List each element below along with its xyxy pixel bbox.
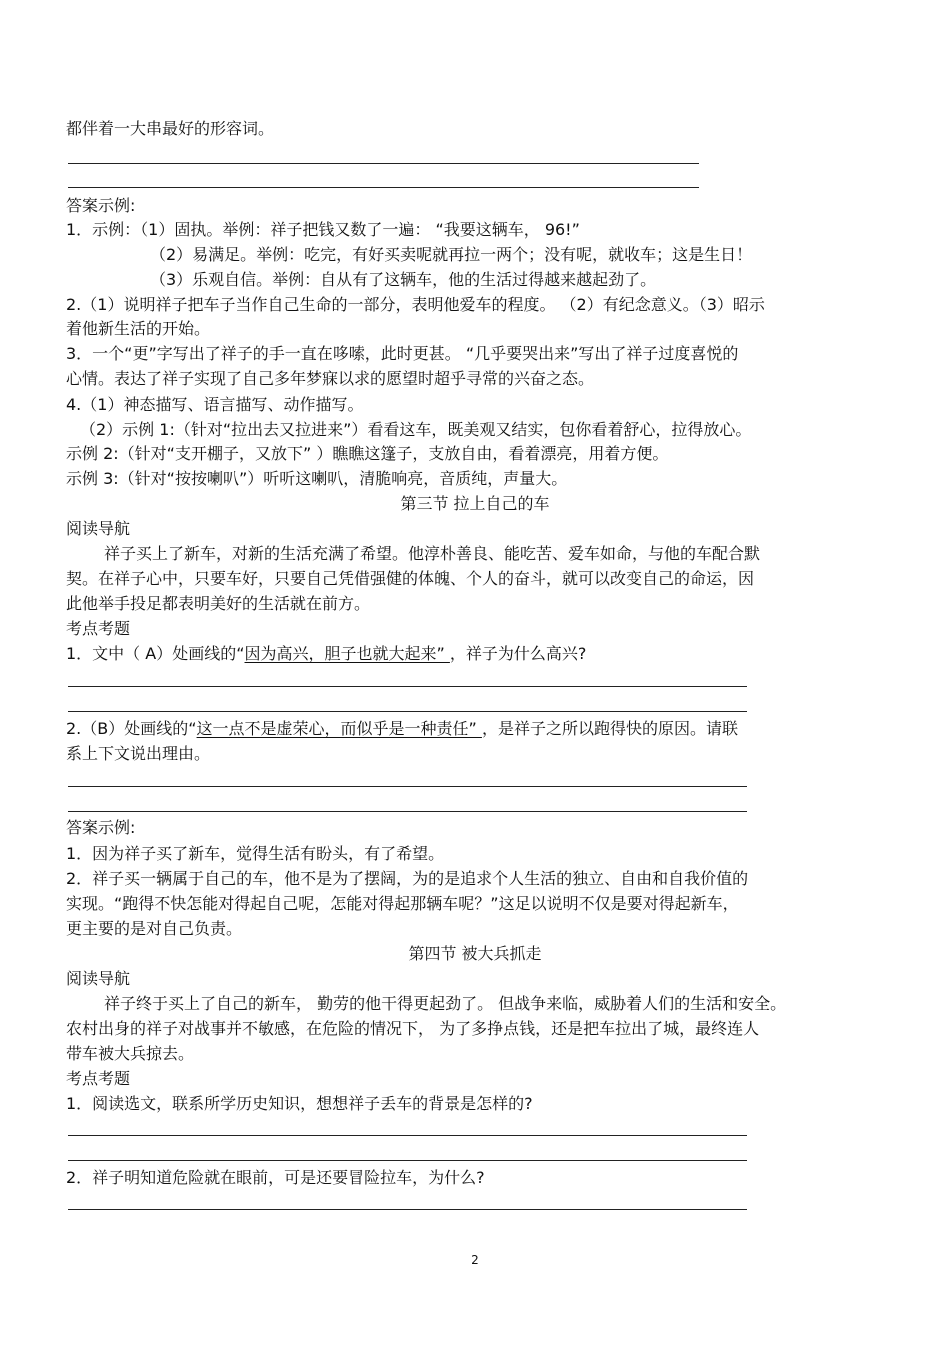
section-3-question-2 [66, 718, 738, 740]
section-3-answer-1: 1．因为祥子买了新车，觉得生活有盼头，有了希望。 [66, 844, 445, 863]
answers-label: 答案示例: [66, 196, 136, 215]
page-number: 2 [471, 1253, 479, 1267]
answer-3-line1: 3．一个“更”字写出了祥子的手一直在哆嗦，此时更甚。 “几乎要哭出来”写出了祥子过度喜悦的 [66, 344, 739, 363]
question-text: ，祥子为什么高兴? [449, 644, 587, 663]
answer-1: 1．示例：（1）固执。举例：祥子把钱又数了一遍： “我要这辆车， 96!” [66, 220, 580, 239]
question-text: ，是祥子之所以跑得快的原因。请联 [481, 719, 738, 738]
answer-line [68, 786, 747, 787]
answer-line [68, 1135, 747, 1136]
answer-line [68, 811, 747, 812]
section-3-guide-label: 阅读导航 [66, 519, 131, 538]
answer-line [68, 187, 699, 188]
answer-2-line1: 2.（1）说明祥子把车子当作自己生命的一部分，表明他爱车的程度。 （2）有纪念意义。（3）昭示 [66, 295, 765, 314]
section-3-guide-line2: 契。在祥子心中，只要车好，只要自己凭借强健的体魄、个人的奋斗，就可以改变自己的命运，因 [66, 569, 755, 588]
section-3-answer-2-line3: 更主要的是对自己负责。 [66, 919, 243, 938]
answer-3-line2: 心情。表达了祥子实现了自己多年梦寐以求的愿望时超乎寻常的兴奋之态。 [66, 369, 595, 388]
underlined-quote: 因为高兴，胆子也就大起来” [244, 644, 450, 663]
answer-1-3: （3）乐观自信。举例：自从有了这辆车，他的生活过得越来越起劲了。 [150, 270, 657, 289]
section-3-title: 第三节 拉上自己的车 [400, 494, 550, 513]
section-3-guide-line3: 此他举手投足都表明美好的生活就在前方。 [66, 594, 371, 613]
answer-2-line2: 着他新生活的开始。 [66, 319, 211, 338]
section-4-question-1: 1．阅读选文，联系所学历史知识，想想祥子丢车的背景是怎样的? [66, 1094, 533, 1113]
section-4-guide-line2: 农村出身的祥子对战事并不敏感，在危险的情况下， 为了多挣点钱，还是把车拉出了城，最终连人 [66, 1019, 760, 1038]
section-4-exam-label: 考点考题 [66, 1069, 131, 1088]
section-4-guide-line1: 祥子终于买上了自己的新车， 勤劳的他干得更起劲了。 但战争来临，威胁着人们的生活和安全。 [104, 994, 787, 1013]
section-3-answer-2-line1: 2．祥子买一辆属于自己的车，他不是为了摆阔，为的是追求个人生活的独立、自由和自我价值的 [66, 869, 749, 888]
section-4-question-2: 2．祥子明知道危险就在眼前，可是还要冒险拉车，为什么? [66, 1168, 485, 1187]
answer-line [68, 711, 747, 712]
answer-1-2: （2）易满足。举例：吃完，有好买卖呢就再拉一两个；没有呢，就收车；这是生日！ [150, 245, 753, 264]
section-3-answer-2-line2: 实现。“跑得不快怎能对得起自己呢，怎能对得起那辆车呢？”这足以说明不仅是要对得起新车， [66, 894, 739, 913]
answer-4-line2: （2）示例 1:（针对“拉出去又拉进来”）看看这车，既美观又结实，包你看着舒心，拉得放心。 [80, 420, 752, 439]
answer-line [68, 163, 699, 164]
section-3-question-2-line2: 系上下文说出理由。 [66, 744, 211, 763]
answer-4-line4: 示例 3:（针对“按按喇叭”）听听这喇叭，清脆响亮，音质纯，声量大。 [66, 469, 568, 488]
answer-line [68, 686, 747, 687]
section-3-guide-line1: 祥子买上了新车，对新的生活充满了希望。他淳朴善良、能吃苦、爱车如命，与他的车配合默 [104, 544, 761, 563]
answer-line [68, 1209, 747, 1210]
section-3-question-1 [66, 643, 586, 665]
section-3-exam-label: 考点考题 [66, 619, 131, 638]
section-4-title: 第四节 被大兵抓走 [408, 944, 542, 963]
question-text: 1．文中（ A）处画线的“ [66, 644, 245, 663]
section-4-guide-label: 阅读导航 [66, 969, 131, 988]
underlined-quote: 这一点不是虚荣心，而似乎是一种责任” [196, 719, 482, 738]
section-3-answers-label: 答案示例: [66, 818, 136, 837]
intro-line: 都伴着一大串最好的形容词。 [66, 119, 275, 138]
answer-line [68, 1160, 747, 1161]
section-4-guide-line3: 带车被大兵掠去。 [66, 1044, 195, 1063]
question-text: 2.（B）处画线的“ [66, 719, 197, 738]
answer-4-line1: 4.（1）神态描写、语言描写、动作描写。 [66, 395, 364, 414]
answer-4-line3: 示例 2:（针对“支开棚子，又放下” ）瞧瞧这篷子，支放自由，看着漂亮，用着方便。 [66, 444, 669, 463]
